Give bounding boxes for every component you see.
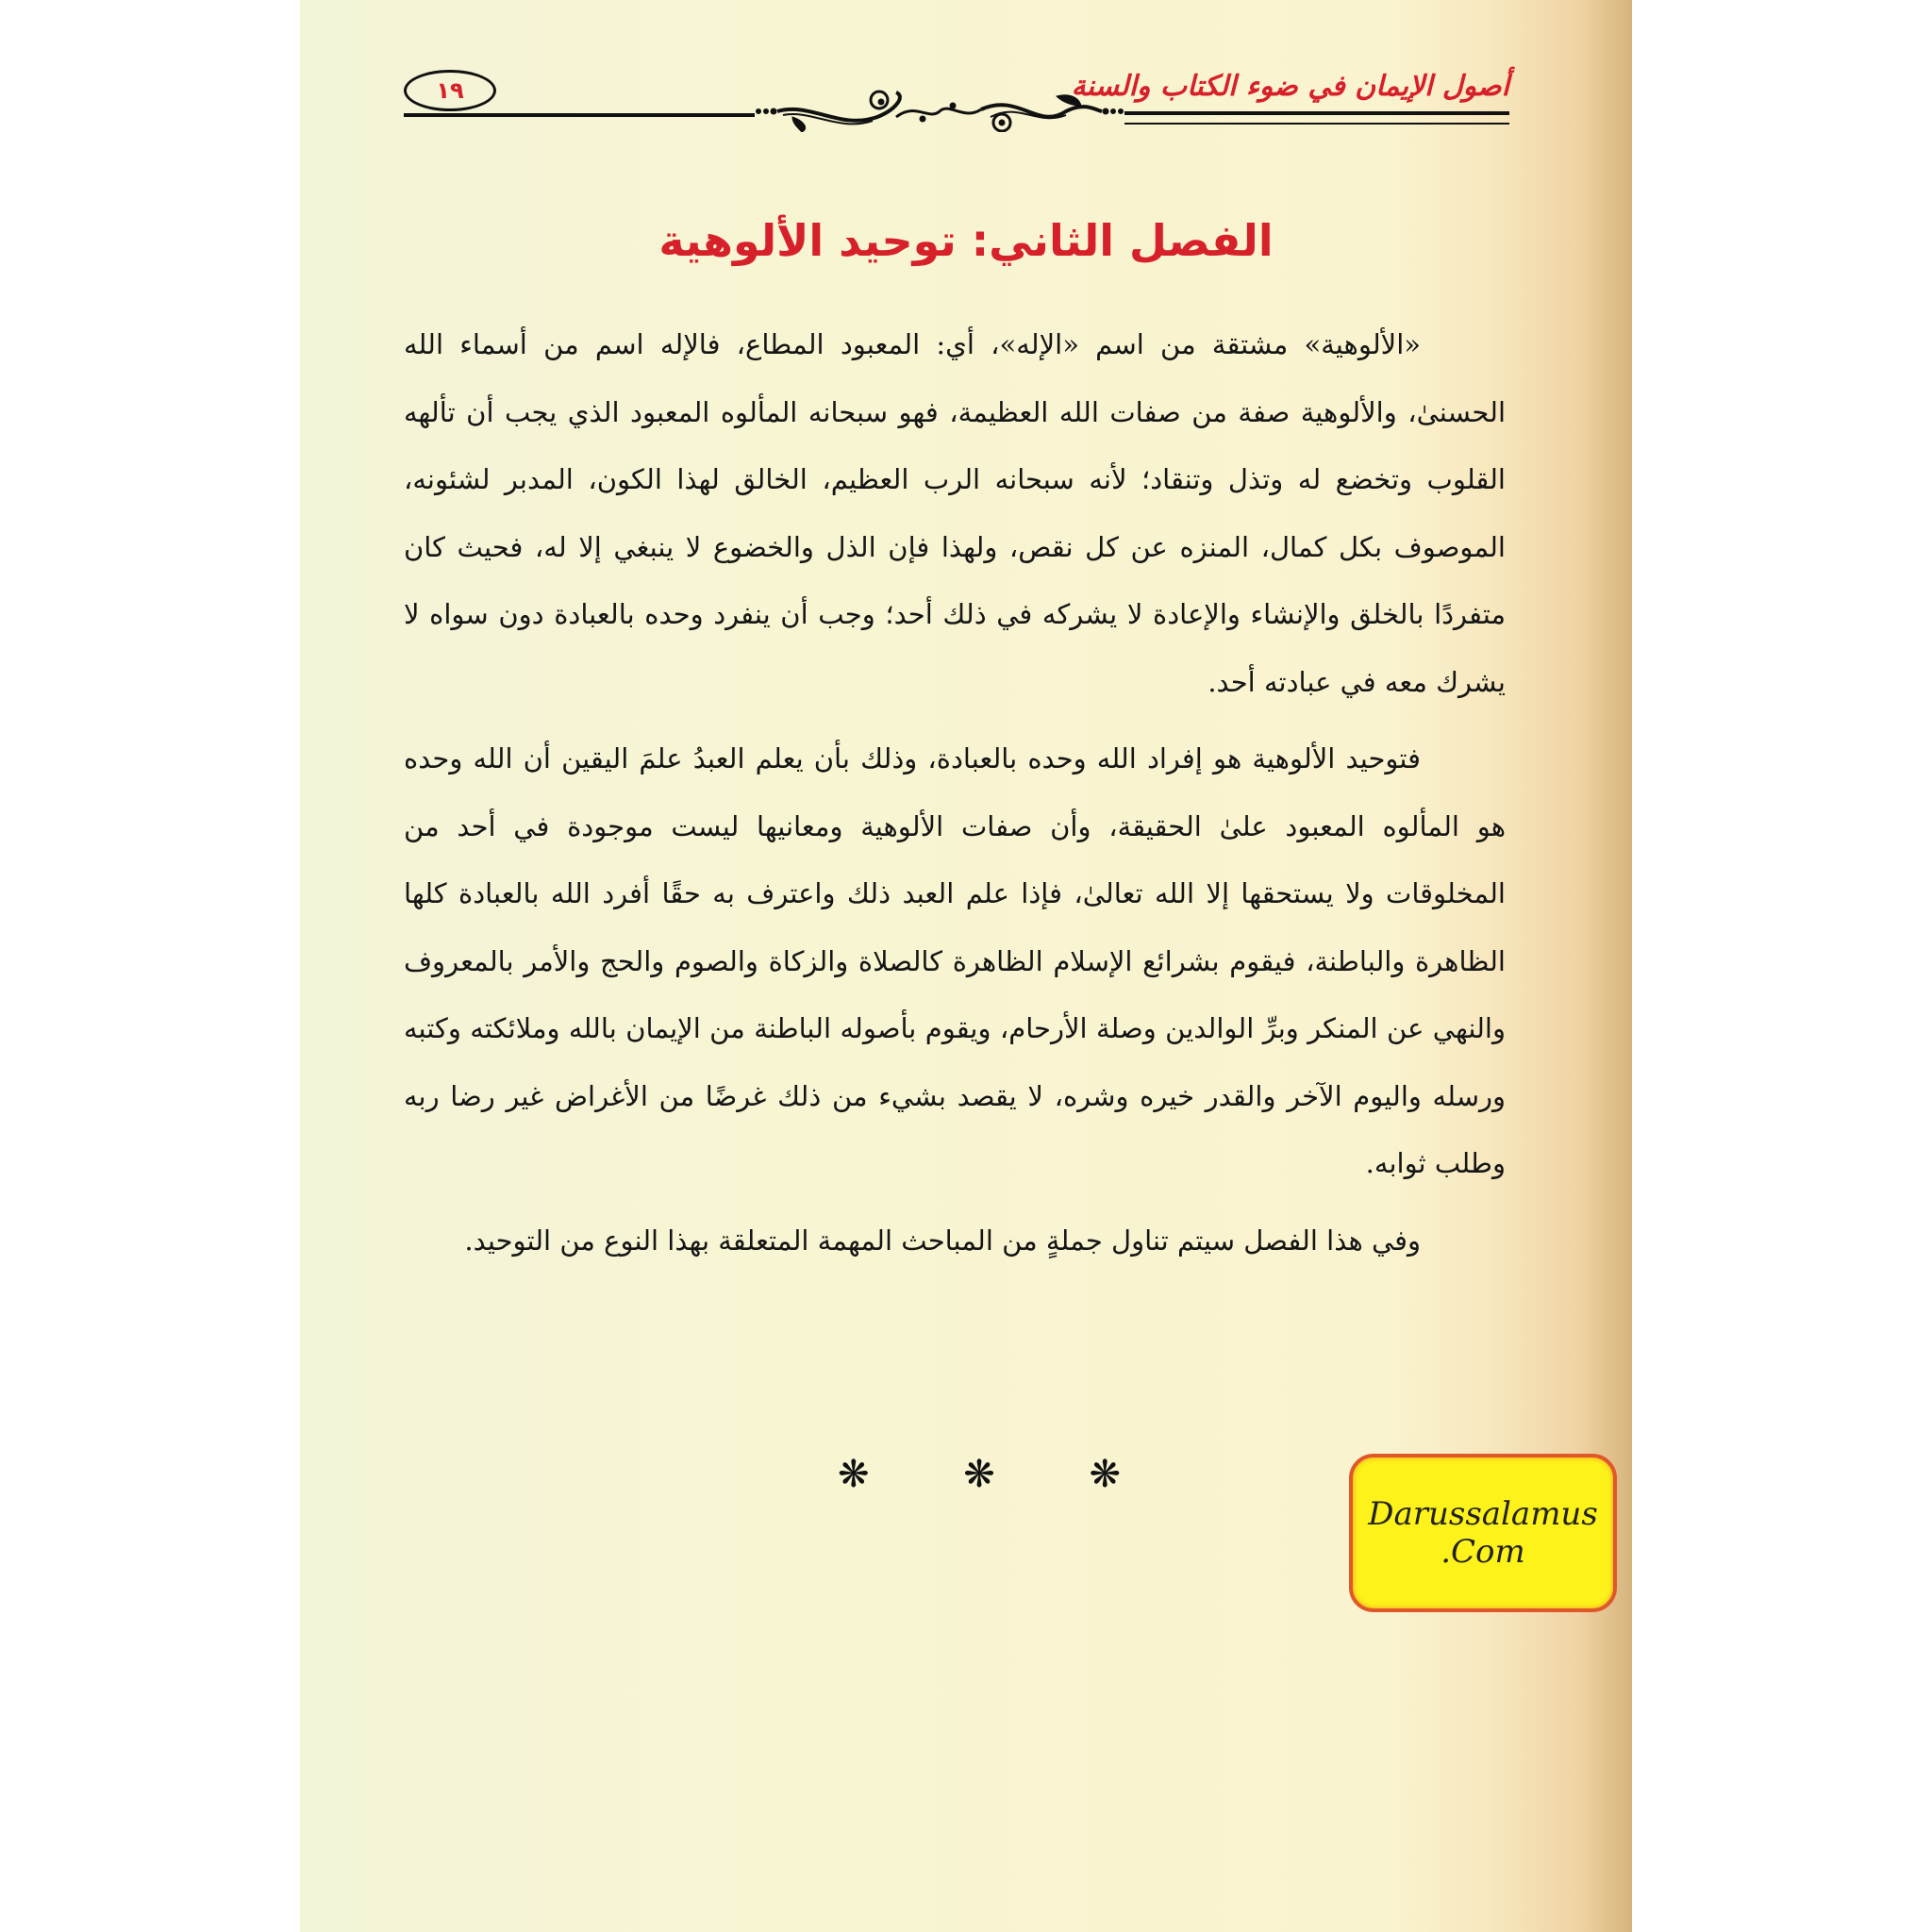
section-separator: [838, 1453, 1121, 1496]
watermark-badge: [1349, 1454, 1617, 1612]
asterism-flower-icon: ❋: [1089, 1453, 1121, 1496]
paragraph: وفي هذا الفصل سيتم تناول جملةٍ من المباحث المهمة المتعلقة بهذا النوع من التوحيد.: [464, 1224, 1421, 1257]
book-page: [300, 0, 1632, 1932]
paragraph: فتوحيد الألوهية هو إفراد الله وحده بالعبادة، وذلك بأن يعلم العبدُ علمَ اليقين أن الله وحده هو المألوه المعبود علىٰ الحقيقة، وأن صفات الألوهية ومعانيها ليست موجودة في أحد من المخلوقات ولا يستحقها إلا الله تعالىٰ، فإذا علم العبد ذلك واعترف به حقًا أفرد الله بالعبادة كلها الظاهرة والباطنة، فيقوم بشرائع الإسلام الظاهرة كالصلاة والزكاة والصوم والحج والأمر بالمعروف والنهي عن المنكر وبرِّ الوالدين وصلة الأرحام، ويقوم بأصوله الباطنة من الإيمان بالله وملائكته وكتبه ورسله واليوم الآخر والقدر خيره وشره، لا يقصد بشيء من ذلك غرضًا من الأغراض غير رضا ربه وطلب ثوابه.: [404, 742, 1506, 1179]
header-rule-right-thin: [1124, 123, 1509, 125]
asterism-flower-icon: ❋: [963, 1453, 995, 1496]
page-number-badge: [404, 70, 496, 111]
watermark-line2: .Com: [1441, 1533, 1525, 1571]
paragraph: «الألوهية» مشتقة من اسم «الإله»، أي: المعبود المطاع، فالإله اسم من أسماء الله الحسنىٰ، والألوهية صفة من صفات الله العظيمة، فهو سبحانه المألوه المعبود الذي يجب أن تألهه القلوب وتخضع له وتذل وتنقاد؛ لأنه سبحانه الرب العظيم، الخالق لهذا الكون، المدبر لشئونه، الموصوف بكل كمال، المنزه عن كل نقص، ولهذا فإن الذل والخضوع لا ينبغي إلا له، فحيث كان متفردًا بالخلق والإنشاء والإعادة لا يشركه في ذلك أحد؛ وجب أن ينفرد وحده بالعبادة دون سواه لا يشرك معه في عبادته أحد.: [404, 328, 1506, 698]
floral-divider-ornament-icon: [755, 83, 1124, 132]
watermark-line1: Darussalamus: [1368, 1495, 1598, 1533]
asterism-flower-icon: ❋: [838, 1453, 870, 1496]
page-number: ١٩: [436, 77, 464, 104]
running-title: أصول الإيمان في ضوء الكتاب والسنة: [1071, 70, 1509, 103]
header-rule-left: [404, 113, 755, 117]
header-rule-right-thick: [1124, 111, 1509, 115]
chapter-title: الفصل الثاني: توحيد الألوهية: [658, 215, 1274, 266]
body-text: [404, 311, 1506, 1284]
page-header: [404, 66, 1509, 132]
